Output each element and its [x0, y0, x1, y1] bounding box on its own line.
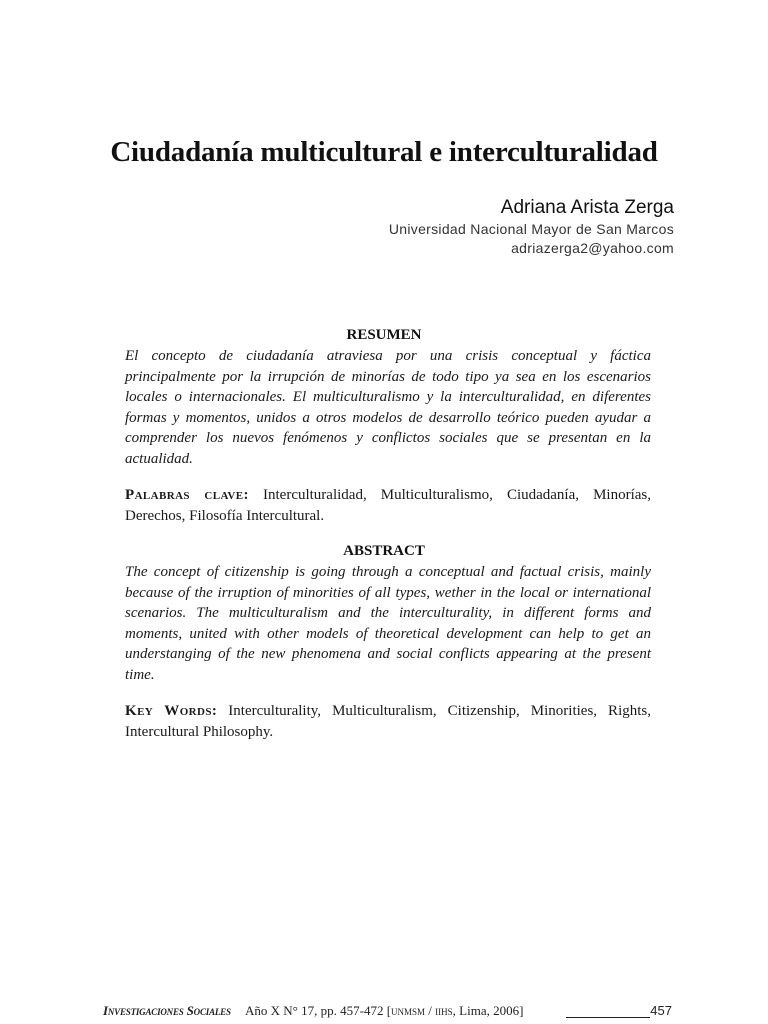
key-words [125, 701, 651, 742]
author-email: adriazerga2@yahoo.com [511, 240, 674, 256]
citation-post: , Lima, 2006] [452, 1003, 524, 1018]
palabras-clave [125, 485, 651, 526]
key-words-text: Interculturality, Multiculturalism, Citizenship, Minorities, Rights, Intercultural Philosophy. [125, 703, 651, 740]
palabras-clave-text: Interculturalidad, Multiculturalismo, Ciudadanía, Minorías, Derechos, Filosofía Intercultural. [125, 487, 652, 524]
author-block [389, 196, 674, 258]
journal-name: Investigaciones Sociales [103, 1003, 231, 1018]
resumen-heading: RESUMEN [346, 327, 422, 343]
palabras-clave-label: Palabras clave: [125, 487, 249, 503]
citation [245, 1003, 523, 1019]
abstract-heading: ABSTRACT [343, 543, 425, 559]
abstract-body: The concept of citizenship is going through a conceptual and factual crisis, mainly because of the irruption of minorities of all types, wether in the local or international scenarios. The multiculturalism and the interculturality, in different forms and moments, united with other models of theoretical development can help to get an understanging of the new phenomena and social conflicts appearing at the present time. [125, 564, 651, 683]
citation-institutions: unmsm / iihs [391, 1003, 453, 1018]
citation-pre: Año X N° 17, pp. 457-472 [ [245, 1003, 392, 1018]
author-affiliation: Universidad Nacional Mayor de San Marcos [388, 221, 674, 237]
page-number: 457 [650, 1003, 672, 1018]
resumen-body: El concepto de ciudadanía atraviesa por una crisis conceptual y fáctica principalmente por la irrupción de minorías de todo tipo ya sea en los escenarios locales o internacionales. El multiculturalismo y la interculturalidad, en diferentes formas y momentos, unidos a otros modelos de desarrollo teórico pueden ayudar a comprender los nuevos fenómenos y conflictos sociales que se presentan en la actualidad. [125, 348, 651, 467]
author-name: Adriana Arista Zerga [500, 197, 674, 218]
footer-rule [566, 1017, 650, 1018]
key-words-label: Key Words: [125, 703, 218, 719]
article-title: Ciudadanía multicultural e interculturalidad [110, 136, 658, 168]
